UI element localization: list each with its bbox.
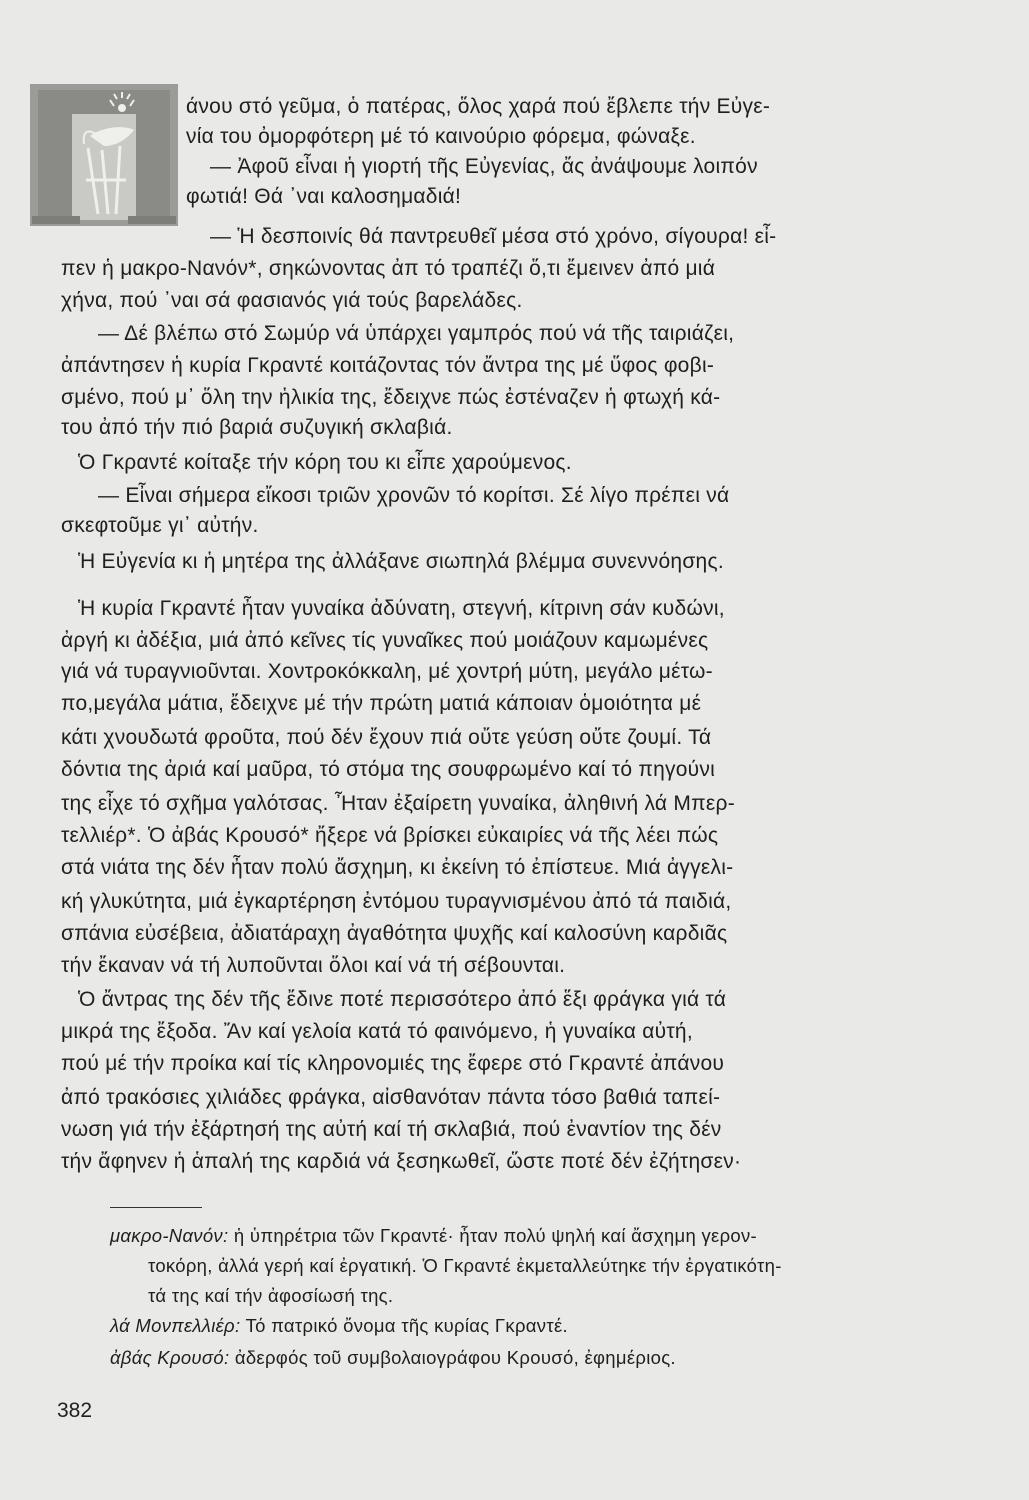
text-line: σκεφτοῦμε γι᾽ αὐτήν. (61, 514, 259, 537)
text-line: πού μέ τήν προίκα καί τίς κληρονομιές της ἔφερε στό Γκραντέ ἀπάνου (61, 1052, 725, 1075)
text-line: Ὁ ἄντρας της δέν τῆς ἔδινε ποτέ περισσότερο ἀπό ἕξι φράγκα γιά τά (78, 988, 727, 1011)
text-line: δόντια της ἀριά καί μαῦρα, τό στόμα της σουφρωμένο καί τό πηγούνι (61, 758, 716, 781)
text-line: κάτι χνουδωτά φροῦτα, πού δέν ἔχουν πιά οὔτε γεύση οὔτε ζουμί. Τά (61, 726, 712, 749)
footnote-line (110, 1344, 676, 1372)
text-line: Ὁ Γκραντέ κοίταξε τήν κόρη του κι εἶπε χαρούμενος. (78, 451, 572, 474)
footnote-term: μακρο-Νανόν: (110, 1225, 229, 1246)
text-line: στά νιάτα της δέν ἦταν πολύ ἄσχημη, κι ἐκείνη τό ἐπίστευε. Μιά ἀγγελι- (61, 856, 734, 879)
text-line: άνου στό γεῦμα, ὁ πατέρας, ὅλος χαρά πού ἔβλεπε τήν Εὐγε- (186, 95, 771, 118)
text-line: γιά νά τυραγνιοῦνται. Χοντροκόκκαλη, μέ χοντρή μύτη, μεγάλο μέτω- (61, 660, 713, 683)
text-line: μικρά της ἔξοδα. Ἄν καί γελοία κατά τό φαινόμενο, ἡ γυναίκα αὐτή, (61, 1020, 693, 1043)
footnote-text: Τό πατρικό ὄνομα τῆς κυρίας Γκραντέ. (245, 1315, 568, 1336)
text-line: τήν ἄφηνεν ἡ ἁπαλή της καρδιά νά ξεσηκωθεῖ, ὥστε ποτέ δέν ἐζήτησεν· (61, 1150, 742, 1173)
text-line: της εἶχε τό σχῆμα γαλότσας. Ἦταν ἐξαίρετη γυναίκα, ἀληθινή λά Μπερ- (61, 792, 735, 815)
text-line: — Ἡ δεσποινίς θά παντρευθεῖ μέσα στό χρόνο, σίγουρα! εἶ- (210, 225, 777, 248)
text-line: χήνα, πού ᾽ναι σά φασιανός γιά τούς βαρελάδες. (61, 289, 523, 312)
text-line: νία του ὀμορφότερη μέ τό καινούριο φόρεμα, φώναξε. (186, 125, 696, 148)
text-line: — Εἶναι σήμερα εἴκοσι τριῶν χρονῶν τό κορίτσι. Σέ λίγο πρέπει νά (98, 484, 730, 507)
footnote-text: ἀδερφός τοῦ συμβολαιογράφου Κρουσό, ἐφημέριος. (234, 1347, 676, 1368)
text-line: σπάνια εὐσέβεια, ἀδιατάραχη ἀγαθότητα ψυχῆς καί καλοσύνη καρδιᾶς (61, 922, 728, 945)
text-line: ἀπό τρακόσιες χιλιάδες φράγκα, αἰσθανόταν πάντα τόσο βαθιά ταπεί- (61, 1086, 721, 1109)
footnote-line (110, 1222, 757, 1250)
text-line: ἀπάντησεν ἡ κυρία Γκραντέ κοιτάζοντας τόν ἄντρα της μέ ὕφος φοβι- (61, 354, 715, 377)
text-line: τελλιέρ*. Ὁ ἀβάς Κρουσό* ἤξερε νά βρίσκει εὐκαιρίες νά τῆς λέει πώς (61, 824, 719, 847)
pi-dropcap-icon (30, 84, 178, 226)
footnote-term: ἀβάς Κρουσό: (110, 1347, 230, 1368)
text-line: τήν ἔκαναν νά τή λυποῦνται ὅλοι καί νά τή σέβουνται. (61, 954, 566, 977)
text-line: Ἡ κυρία Γκραντέ ἦταν γυναίκα ἀδύνατη, στεγνή, κίτρινη σάν κυδώνι, (78, 597, 725, 620)
footnote-separator (110, 1207, 202, 1208)
text-line: νωση γιά τήν ἐξάρτησή της αὐτή καί τή σκλαβιά, πού ἐναντίον της δέν (61, 1118, 722, 1141)
footnote-line (110, 1312, 568, 1340)
text-line: κή γλυκύτητα, μιά ἐγκαρτέρηση ἐντόμου τυραγνισμένου ἀπό τά παιδιά, (61, 890, 732, 913)
footnote-line: τά της καί τήν ἀφοσίωσή της. (148, 1285, 394, 1306)
text-line: πεν ἡ μακρο-Νανόν*, σηκώνοντας ἀπ τό τραπέζι ὅ,τι ἔμεινεν ἀπό μιά (61, 257, 716, 280)
text-line: σμένο, πού μ᾽ ὅλη την ἡλικία της, ἔδειχνε πώς ἐστέναζεν ἡ φτωχή κά- (61, 386, 721, 409)
text-line: ἀργή κι ἀδέξια, μιά ἀπό κεῖνες τίς γυναῖκες πού μοιάζουν καμωμένες (61, 629, 709, 652)
text-line: — Δέ βλέπω στό Σωμύρ νά ὑπάρχει γαμπρός πού νά τῆς ταιριάζει, (98, 322, 735, 345)
text-line: Ἡ Εὐγενία κι ἡ μητέρα της ἀλλάξανε σιωπηλά βλέμμα συνεννόησης. (78, 550, 724, 573)
footnote-text: ἡ ὑπηρέτρια τῶν Γκραντέ· ἦταν πολύ ψηλή καί ἄσχημη γερον- (233, 1225, 757, 1246)
text-line: φωτιά! Θά ᾽ναι καλοσημαδιά! (186, 185, 462, 208)
page-number: 382 (57, 1399, 93, 1422)
text-line: πο,μεγάλα μάτια, ἔδειχνε μέ τήν πρώτη ματιά κάποιαν ὁμοιότητα μέ (61, 692, 702, 715)
footnote-term: λά Μονπελλιέρ: (110, 1315, 241, 1336)
footnote-line: τοκόρη, ἀλλά γερή καί ἐργατική. Ὁ Γκραντέ ἐκμεταλλεύτηκε τήν ἐργατικότη- (148, 1255, 782, 1276)
text-line: — Ἀφοῦ εἶναι ἡ γιορτή τῆς Εὐγενίας, ἄς ἀνάψουμε λοιπόν (210, 155, 758, 178)
text-line: του ἀπό τήν πιό βαριά συζυγική σκλαβιά. (61, 416, 453, 439)
